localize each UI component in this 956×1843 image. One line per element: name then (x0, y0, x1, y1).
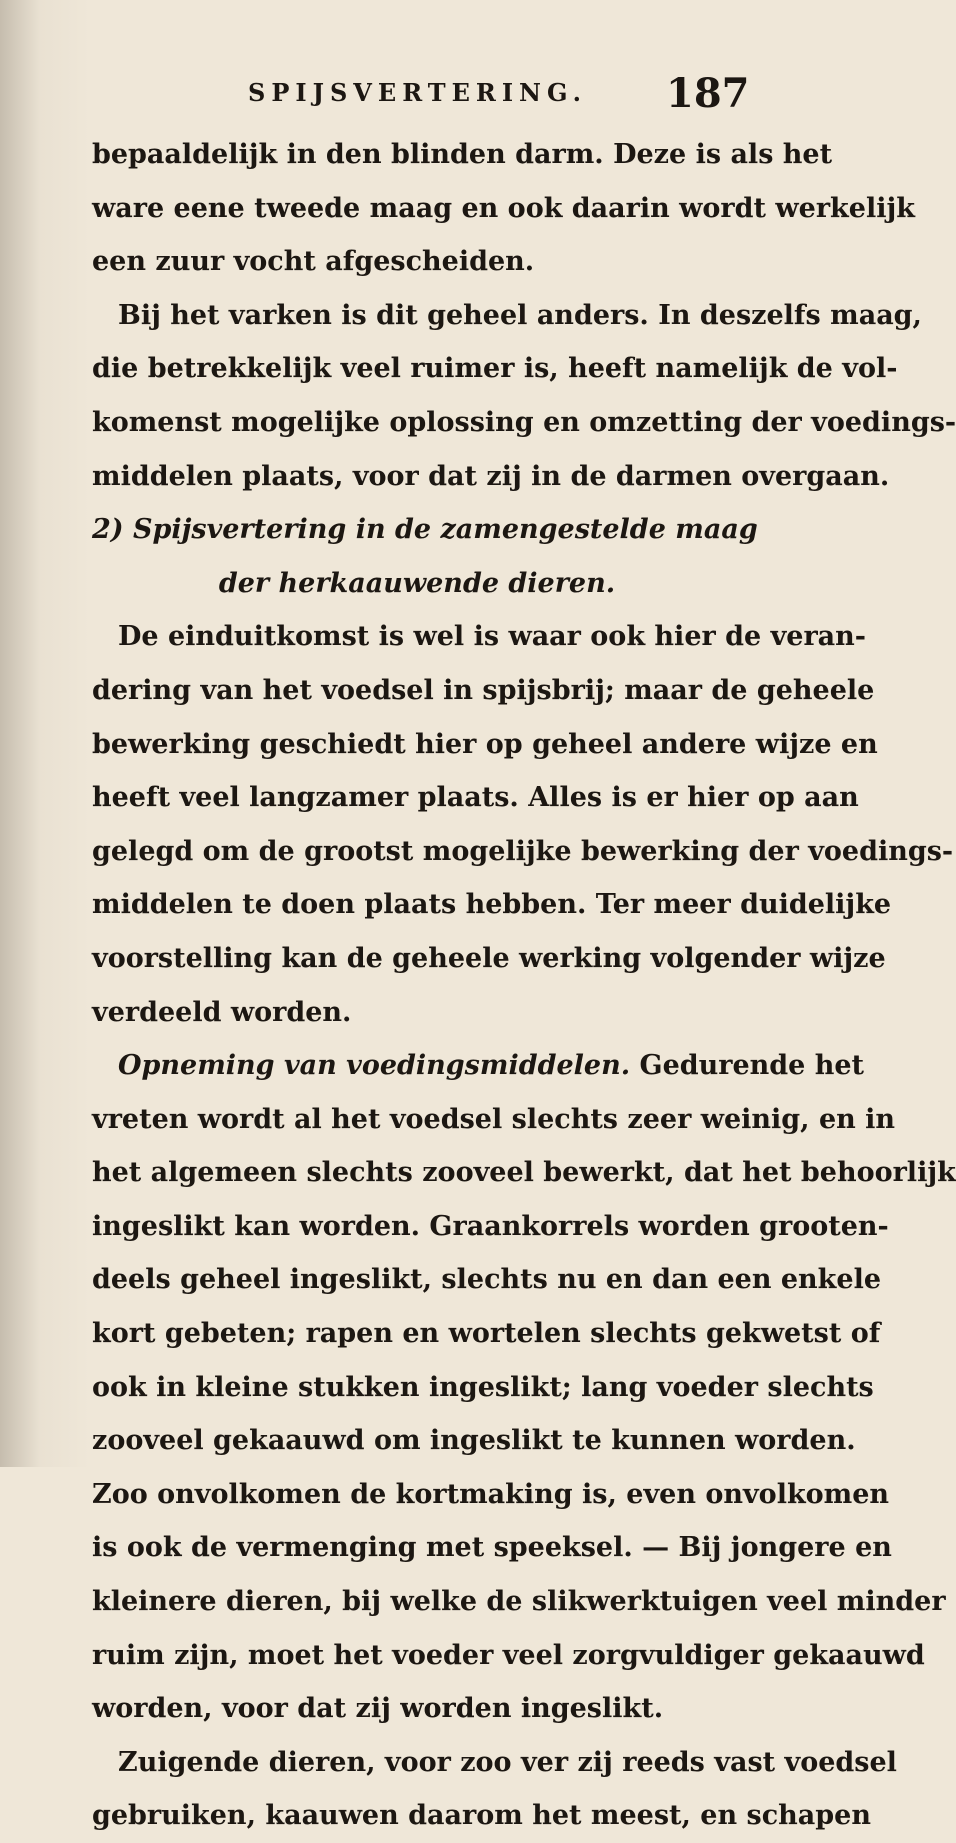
text-line: die betrekkelijk veel ruimer is, heeft namelijk de vol- (92, 353, 898, 385)
text-line: dering van het voedsel in spijsbrij; maar de geheele (92, 674, 875, 706)
text-line: vreten wordt al het voedsel slechts zeer weinig, en in (92, 1103, 896, 1135)
running-head: SPIJSVERTERING. (248, 78, 587, 107)
text-line: voorstelling kan de geheele werking volgender wijze (92, 942, 886, 974)
text-line: deels geheel ingeslikt, slechts nu en dan een enkele (92, 1264, 881, 1296)
text-line: ware eene tweede maag en ook daarin wordt werkelijk (92, 192, 915, 224)
text-run: Gedurende het (630, 1050, 865, 1082)
text-line: Zoo onvolkomen de kortmaking is, even onvolkomen (92, 1478, 890, 1510)
text-line: Zuigende dieren, voor zoo ver zij reeds vast voedsel (118, 1746, 897, 1778)
text-line: het algemeen slechts zooveel bewerkt, dat het behoorlijk (92, 1157, 956, 1189)
text-line: middelen plaats, voor dat zij in de darmen overgaan. (92, 460, 890, 492)
text-line: gebruiken, kaauwen daarom het meest, en schapen (92, 1800, 871, 1832)
text-line: kort gebeten; rapen en wortelen slechts gekwetst of (92, 1318, 881, 1350)
text-line: komenst mogelijke oplossing en omzetting der voedings- (92, 406, 956, 438)
section-heading: der herkaauwende dieren. (218, 567, 616, 599)
text-line: gelegd om de grootst mogelijke bewerking der voedings- (92, 835, 954, 867)
text-line: ruim zijn, moet het voeder veel zorgvuldiger gekaauwd (92, 1639, 925, 1671)
text-line: ook in kleine stukken ingeslikt; lang voeder slechts (92, 1371, 874, 1403)
body-text (92, 128, 956, 1843)
text-line: kleinere dieren, bij welke de slikwerktuigen veel minder (92, 1586, 946, 1618)
page-number: 187 (666, 70, 750, 117)
run-in-heading: Opneming van voedingsmiddelen. (118, 1050, 631, 1082)
text-line (92, 1039, 865, 1093)
text-line: verdeeld worden. (92, 996, 352, 1028)
text-line: worden, voor dat zij worden ingeslikt. (92, 1693, 664, 1725)
text-line: bepaaldelijk in den blinden darm. Deze is als het (92, 139, 833, 170)
text-line: Bij het varken is dit geheel anders. In deszelfs maag, (118, 299, 922, 331)
text-line: bewerking geschiedt hier op geheel andere wijze en (92, 728, 878, 760)
text-line: zooveel gekaauwd om ingeslikt te kunnen worden. (92, 1425, 856, 1457)
text-line: middelen te doen plaats hebben. Ter meer duidelijke (92, 889, 892, 921)
text-line: De einduitkomst is wel is waar ook hier de veran- (118, 621, 866, 653)
text-line: is ook de vermenging met speeksel. — Bij jongere en (92, 1532, 892, 1564)
text-line: ingeslikt kan worden. Graankorrels worden grooten- (92, 1210, 889, 1242)
text-line: een zuur vocht afgescheiden. (92, 246, 535, 278)
section-heading: 2) Spijsvertering in de zamengestelde maag (92, 514, 758, 546)
text-line: heeft veel langzamer plaats. Alles is er hier op aan (92, 782, 859, 814)
